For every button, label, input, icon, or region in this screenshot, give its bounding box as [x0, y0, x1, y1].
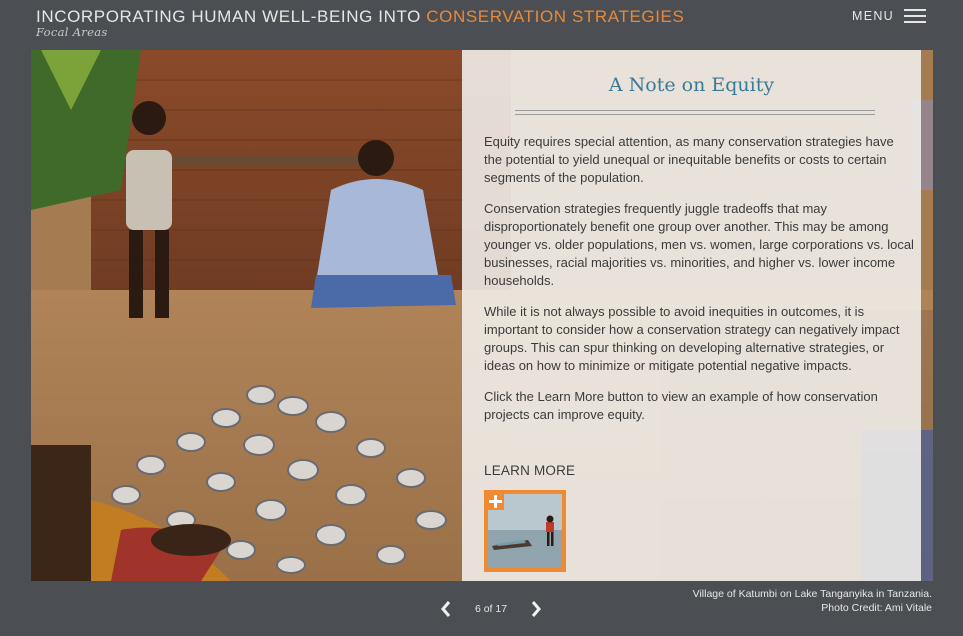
- menu-label: MENU: [851, 9, 894, 23]
- paragraph: Click the Learn More button to view an example of how conservation projects can improve equity.: [484, 389, 878, 422]
- title-accent: CONSERVATION STRATEGIES: [426, 7, 685, 26]
- caption-location: Village of Katumbi on Lake Tanganyika in Tanzania.: [692, 588, 932, 600]
- paragraph: While it is not always possible to avoid inequities in outcomes, it is important to consider how a conservation strategy can negatively impact groups. This can spur thinking on developing alternative strategies, or ideas on how to minimize or mitigate potential negative impacts.: [484, 304, 900, 373]
- panel-title: A Note on Equity: [608, 74, 775, 96]
- photo-caption: [693, 587, 932, 615]
- page-title: [36, 7, 684, 27]
- learn-more-button[interactable]: [484, 490, 566, 572]
- chevron-left-icon[interactable]: [436, 597, 456, 621]
- page-subtitle: Focal Areas: [36, 25, 108, 39]
- header: [0, 0, 963, 50]
- learn-more-label: LEARN MORE: [484, 463, 576, 478]
- paragraph: Conservation strategies frequently juggle tradeoffs that may disproportionately benefit one group over another. This may be among younger vs. older populations, men vs. women, large corporations vs. local businesses, racial majorities vs. minorities, and higher vs. lower income households.: [484, 201, 914, 288]
- page-indicator: 6 of 17: [474, 603, 508, 615]
- title-divider: [515, 110, 875, 115]
- paragraph: Equity requires special attention, as many conservation strategies have the potential to yield unequal or inequitable benefits or costs to certain segments of the population.: [484, 134, 894, 185]
- slide-stage: [31, 50, 933, 581]
- panel-body: [484, 133, 914, 437]
- hamburger-icon: [904, 9, 926, 23]
- title-main: INCORPORATING HUMAN WELL-BEING INTO: [36, 7, 427, 26]
- content-panel: [462, 50, 921, 581]
- chevron-right-icon[interactable]: [526, 597, 546, 621]
- menu-button[interactable]: [852, 9, 926, 23]
- slide-pagination: [436, 596, 546, 622]
- plus-icon: [487, 493, 504, 510]
- caption-credit: Photo Credit: Ami Vitale: [821, 602, 932, 614]
